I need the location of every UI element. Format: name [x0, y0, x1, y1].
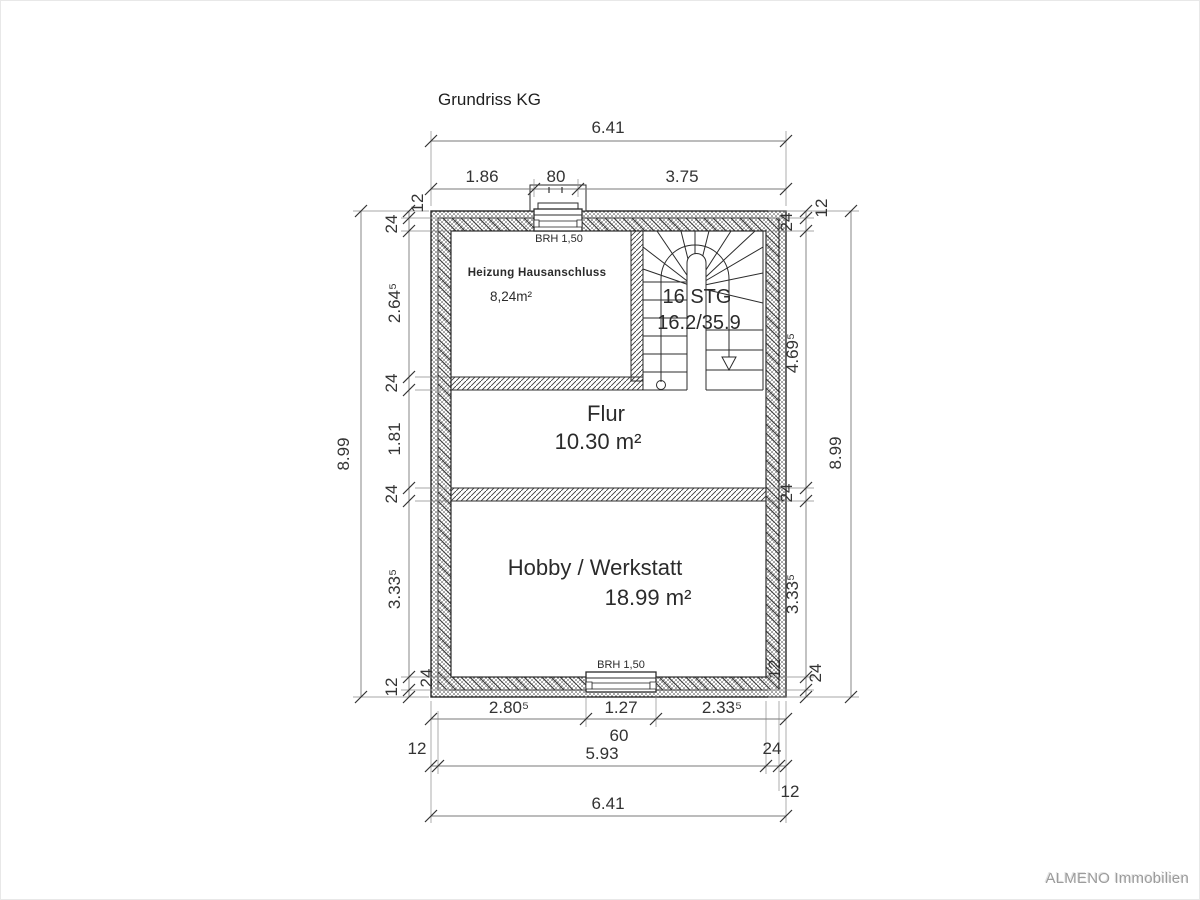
company-watermark: ALMENO Immobilien	[1045, 870, 1189, 887]
dim-bottom-row2-4: 12	[780, 782, 800, 801]
window-top-jamb-right	[577, 220, 582, 227]
room-flur-area: 10.30 m²	[554, 429, 642, 454]
dim-right-1: 24	[777, 212, 796, 232]
dim-left-8: 24	[417, 668, 436, 688]
brh-label-bottom: BRH 1,50	[597, 659, 645, 671]
dim-bottom-row2-1: 12	[407, 739, 427, 758]
wall-heizung-stair	[631, 231, 643, 381]
floor-plan-drawing	[1, 1, 1200, 900]
dim-left-6: 24	[382, 484, 401, 504]
room-heizung-name: Heizung Hausanschluss	[467, 267, 607, 279]
dim-left-2: 24	[382, 214, 401, 234]
window-top-frame	[534, 209, 582, 231]
stair-ratio-label: 16.2/35.9	[657, 312, 741, 334]
dim-left-1: 12	[408, 193, 427, 213]
dim-left-3: 2.64⁵	[385, 282, 404, 324]
wall-below-heizung	[451, 377, 643, 390]
room-flur-name: Flur	[587, 401, 625, 426]
drawing-title: Grundriss KG	[438, 90, 541, 109]
wall-flur-hobby	[451, 488, 766, 501]
window-top-jamb-left	[534, 220, 539, 227]
dim-right-6: 12	[765, 659, 784, 679]
room-heizung-area: 8,24m²	[489, 289, 533, 304]
dim-right-total: 8.99	[826, 436, 845, 470]
room-hobby-area: 18.99 m²	[604, 585, 692, 610]
dim-top-1: 1.86	[465, 167, 499, 186]
dim-top-2: 80	[546, 167, 566, 186]
dim-left-7: 3.33⁵	[385, 568, 404, 610]
window-bottom-jamb-left	[586, 682, 592, 689]
dim-left-4: 24	[382, 373, 401, 393]
dim-bottom-total: 6.41	[591, 794, 625, 813]
dim-right-5: 3.33⁵	[783, 573, 802, 615]
stair-count-label: 16 STG	[662, 286, 732, 308]
window-bottom	[586, 672, 656, 692]
dim-right-7: 24	[806, 663, 825, 683]
dim-right-2: 12	[812, 198, 831, 218]
dim-bottom-3: 2.33⁵	[701, 698, 743, 717]
dim-bottom-2: 1.27	[604, 698, 638, 717]
window-bottom-jamb-right	[650, 682, 656, 689]
dim-left-total: 8.99	[334, 437, 353, 471]
dim-bottom-row2-2: 5.93	[585, 744, 619, 763]
dim-left-5: 1.81	[385, 422, 404, 456]
dim-bottom-row2-3: 24	[762, 739, 782, 758]
window-top	[530, 185, 586, 231]
room-hobby-name: Hobby / Werkstatt	[507, 555, 683, 580]
dim-top-3: 3.75	[665, 167, 699, 186]
dim-bottom-window: 60	[609, 726, 629, 745]
window-bottom-inner	[592, 683, 650, 689]
dim-left-9: 12	[382, 677, 401, 697]
window-top-inner	[539, 221, 577, 227]
dim-top-total: 6.41	[591, 118, 625, 137]
dim-right-4: 24	[777, 483, 796, 503]
brh-label-top: BRH 1,50	[535, 233, 583, 245]
exterior-walls	[431, 211, 786, 697]
dim-right-3: 4.69⁵	[783, 332, 802, 374]
dim-bottom-1: 2.80⁵	[488, 698, 530, 717]
